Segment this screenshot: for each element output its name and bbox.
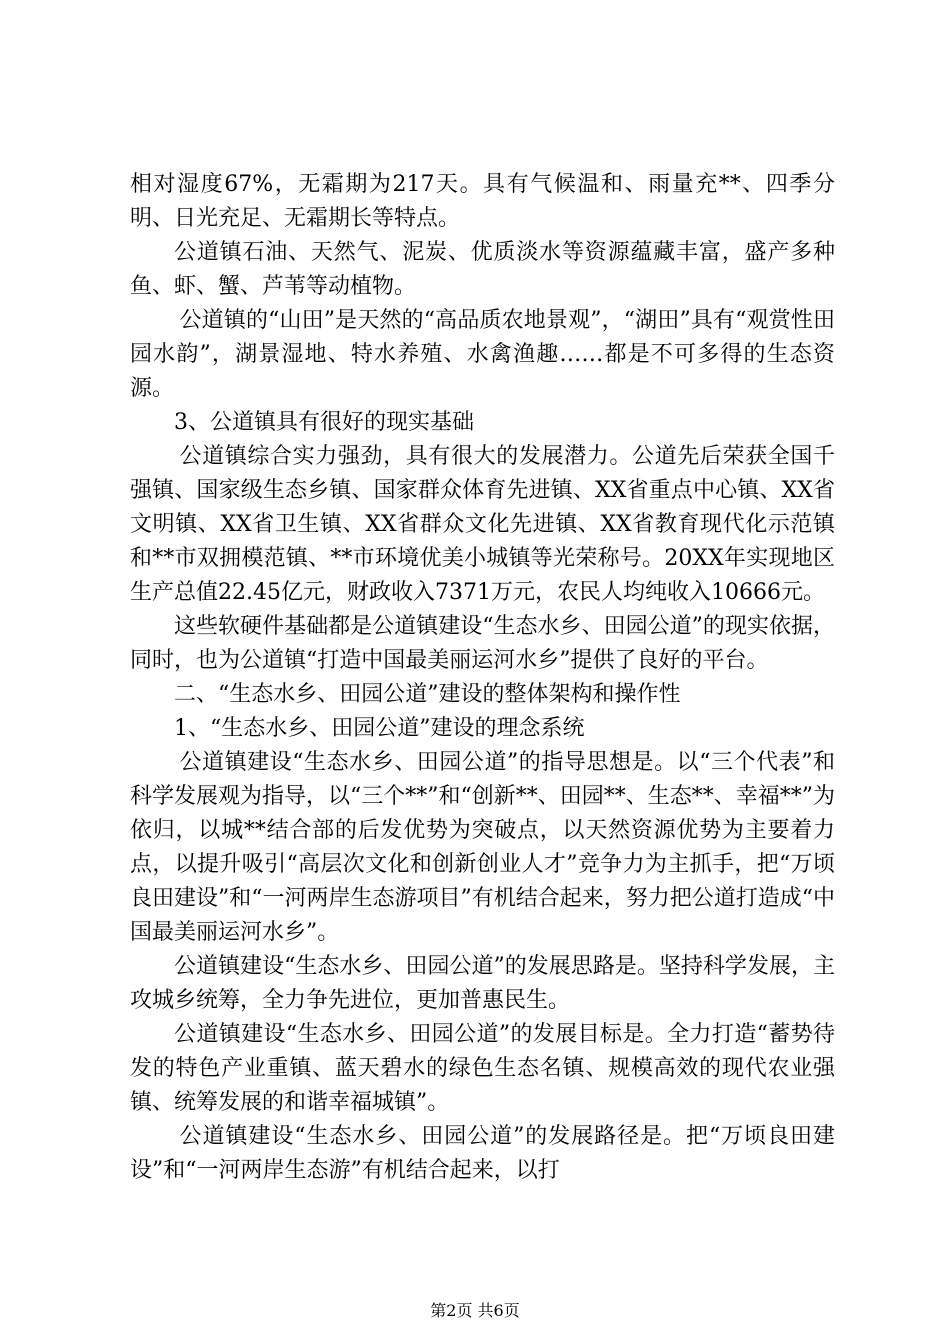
subsection-heading-1: 1、“生态水乡、田园公道”建设的理念系统 xyxy=(174,716,585,741)
section-heading-3: 3、公道镇具有很好的现实基础 xyxy=(174,410,474,435)
paragraph-1: 相对湿度67%，无霜期为217天。具有气候温和、雨量充**、四季分明、日光充足、无霜期长等特点。 xyxy=(130,172,835,231)
paragraph-3: 公道镇的“山田”是天然的“高品质农地景观”，“湖田”具有“观赏性田园水韵”，湖景湿地、特水养殖、水禽渔趣……都是不可多得的生态资源。 xyxy=(130,308,835,401)
paragraph-7: 公道镇建设“生态水乡、田园公道”的发展思路是。坚持科学发展，主攻城乡统筹，全力争先进位，更加普惠民生。 xyxy=(130,954,835,1013)
paragraph-4: 公道镇综合实力强劲，具有很大的发展潜力。公道先后荣获全国千强镇、国家级生态乡镇、国家群众体育先进镇、XX省重点中心镇、XX省文明镇、XX省卫生镇、XX省群众文化先进镇、XX省教育现代化示范镇和**市双拥模范镇、**市环境优美小城镇等光荣称号。20XX年实现地区生产总值22.45亿元，财政收入7371万元，农民人均纯收入10666元。 xyxy=(130,444,835,605)
page-footer xyxy=(0,1301,950,1321)
page-number-label: 第2页 共6页 xyxy=(430,1301,520,1320)
paragraph-2: 公道镇石油、天然气、泥炭、优质淡水等资源蕴藏丰富，盛产多种鱼、虾、蟹、芦苇等动植物。 xyxy=(130,240,835,299)
section-heading-2: 二、“生态水乡、田园公道”建设的整体架构和操作性 xyxy=(174,682,681,707)
paragraph-9: 公道镇建设“生态水乡、田园公道”的发展路径是。把“万顷良田建设”和“一河两岸生态游”有机结合起来，以打 xyxy=(130,1124,835,1183)
paragraph-6: 公道镇建设“生态水乡、田园公道”的指导思想是。以“三个代表”和科学发展观为指导，以“三个**”和“创新**、田园**、生态**、幸福**”为依归，以城**结合部的后发优势为突破点，以天然资源优势为主要着力点，以提升吸引“高层次文化和创新创业人才”竞争力为主抓手，把“万顷良田建设”和“一河两岸生态游项目”有机结合起来，努力把公道打造成“中国最美丽运河水乡”。 xyxy=(130,750,835,945)
paragraph-8: 公道镇建设“生态水乡、田园公道”的发展目标是。全力打造“蓄势待发的特色产业重镇、蓝天碧水的绿色生态名镇、规模高效的现代农业强镇、统筹发展的和谐幸福城镇”。 xyxy=(130,1022,835,1115)
document-body xyxy=(130,168,835,1188)
paragraph-5: 这些软硬件基础都是公道镇建设“生态水乡、田园公道”的现实依据，同时，也为公道镇“打造中国最美丽运河水乡”提供了良好的平台。 xyxy=(130,614,835,673)
